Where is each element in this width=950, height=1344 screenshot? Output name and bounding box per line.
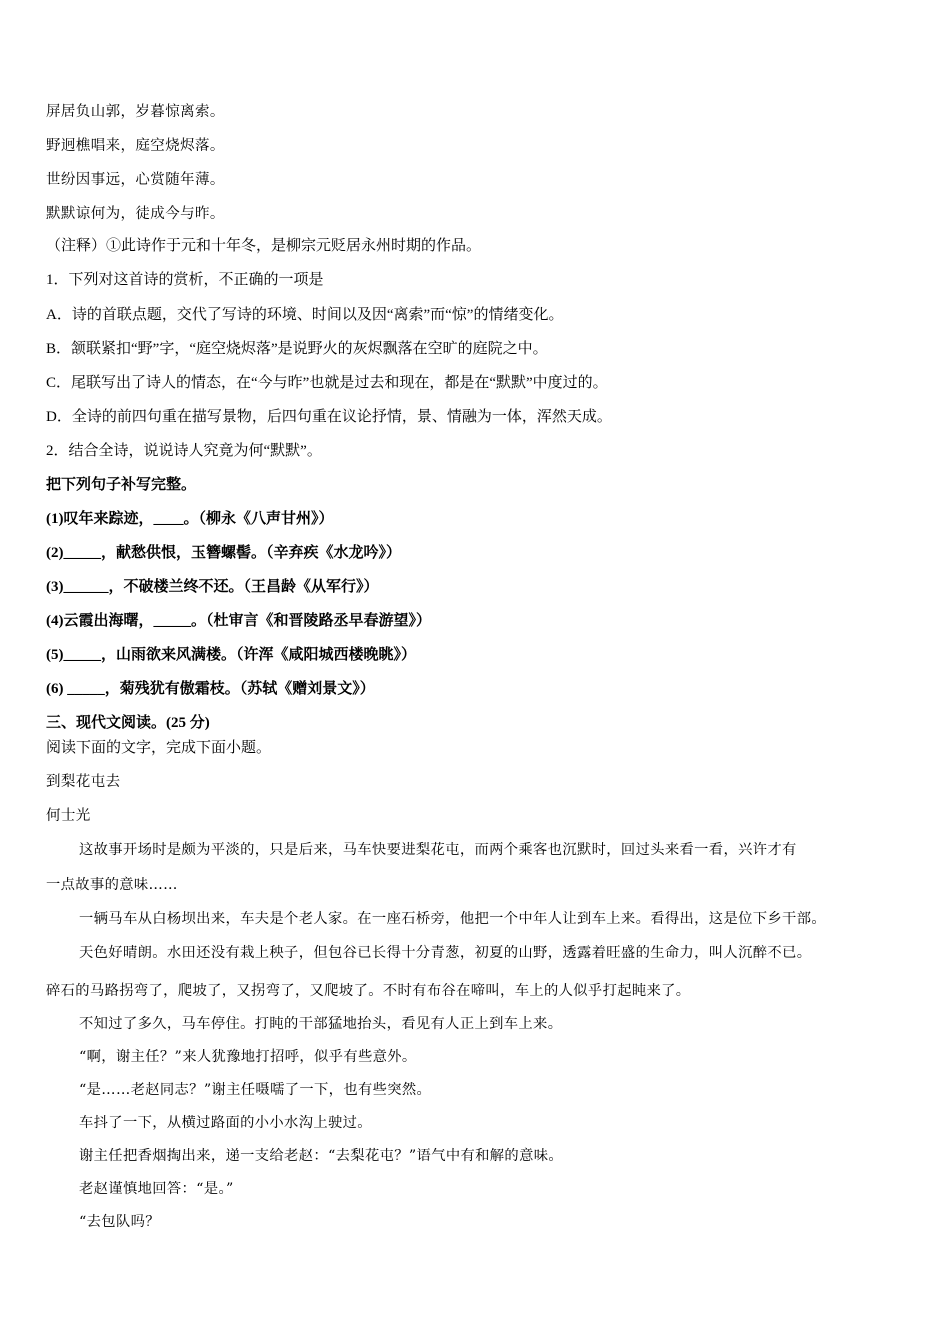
fill-item-3: (3)______，不破楼兰终不还。（王昌龄《从军行》） [46,579,379,595]
paragraph-1-line-2: 一点故事的意味…… [46,877,178,893]
fill-item-5: (5)_____，山雨欲来风满楼。（许浑《咸阳城西楼晚眺》） [46,647,416,663]
question-2: 2．结合全诗，说说诗人究竟为何“默默”。 [46,443,322,459]
paragraph-3-line-2: 碎石的马路拐弯了，爬坡了，又拐弯了，又爬坡了。不时有布谷在啼叫，车上的人似乎打起盹来了。 [46,983,691,999]
question-1: 1．下列对这首诗的赏析，不正确的一项是 [46,272,324,288]
poem-line-3: 世纷因事远，心赏随年薄。 [46,172,225,188]
option-a: A．诗的首联点题，交代了写诗的环境、时间以及因“离索”而“惊”的情绪变化。 [46,307,564,323]
option-c: C．尾联写出了诗人的情态，在“今与昨”也就是过去和现在，都是在“默默”中度过的。 [46,375,608,391]
story-author: 何士光 [46,808,91,824]
paragraph-8: 谢主任把香烟掏出来，递一支给老赵：“去梨花屯？”语气中有和解的意味。 [79,1148,564,1164]
paragraph-1-line-1: 这故事开场时是颇为平淡的，只是后来，马车快要进梨花屯，而两个乘客也沉默时，回过头来看一看，兴许才有 [79,842,797,858]
fill-item-4: (4)云霞出海曙，_____。（杜审言《和晋陵路丞早春游望》） [46,613,431,629]
option-b: B．颔联紧扣“野”字，“庭空烧烬落”是说野火的灰烬飘落在空旷的庭院之中。 [46,341,548,357]
fill-item-6: (6) _____，菊残犹有傲霜枝。（苏轼《赠刘景文》） [46,681,375,697]
paragraph-7: 车抖了一下，从横过路面的小小水沟上驶过。 [79,1115,372,1131]
poem-line-2: 野迥樵唱来，庭空烧烬落。 [46,138,225,154]
section-heading: 三、现代文阅读。(25 分) [46,715,210,731]
paragraph-10: “去包队吗？ [79,1214,160,1230]
option-d: D．全诗的前四句重在描写景物，后四句重在议论抒情，景、情融为一体，浑然天成。 [46,409,612,425]
section-instruction: 阅读下面的文字，完成下面小题。 [46,740,272,756]
fill-heading: 把下列句子补写完整。 [46,477,197,493]
fill-item-1: (1)叹年来踪迹，____。（柳永《八声甘州》） [46,511,334,527]
paragraph-5: “啊，谢主任？”来人犹豫地打招呼，似乎有些意外。 [79,1049,417,1065]
paragraph-3-line-1: 天色好晴朗。水田还没有栽上秧子，但包谷已长得十分青葱，初夏的山野，透露着旺盛的生命力，叫人沉醉不已。 [79,945,812,961]
story-title: 到梨花屯去 [46,774,121,790]
poem-note: （注释）①此诗作于元和十年冬，是柳宗元贬居永州时期的作品。 [46,238,482,254]
poem-line-1: 屏居负山郭，岁暮惊离索。 [46,104,225,120]
paragraph-6: “是……老赵同志？”谢主任嗫嚅了一下，也有些突然。 [79,1082,432,1098]
paragraph-9: 老赵谨慎地回答：“是。” [79,1181,234,1197]
paragraph-4: 不知过了多久，马车停住。打盹的干部猛地抬头，看见有人正上到车上来。 [79,1016,563,1032]
paragraph-2: 一辆马车从白杨坝出来，车夫是个老人家。在一座石桥旁，他把一个中年人让到车上来。看得出，这是位下乡干部。 [79,911,826,927]
fill-item-2: (2)_____，献愁供恨，玉簪螺髻。（辛弃疾《水龙吟》） [46,545,401,561]
poem-line-4: 默默谅何为，徒成今与昨。 [46,206,225,222]
